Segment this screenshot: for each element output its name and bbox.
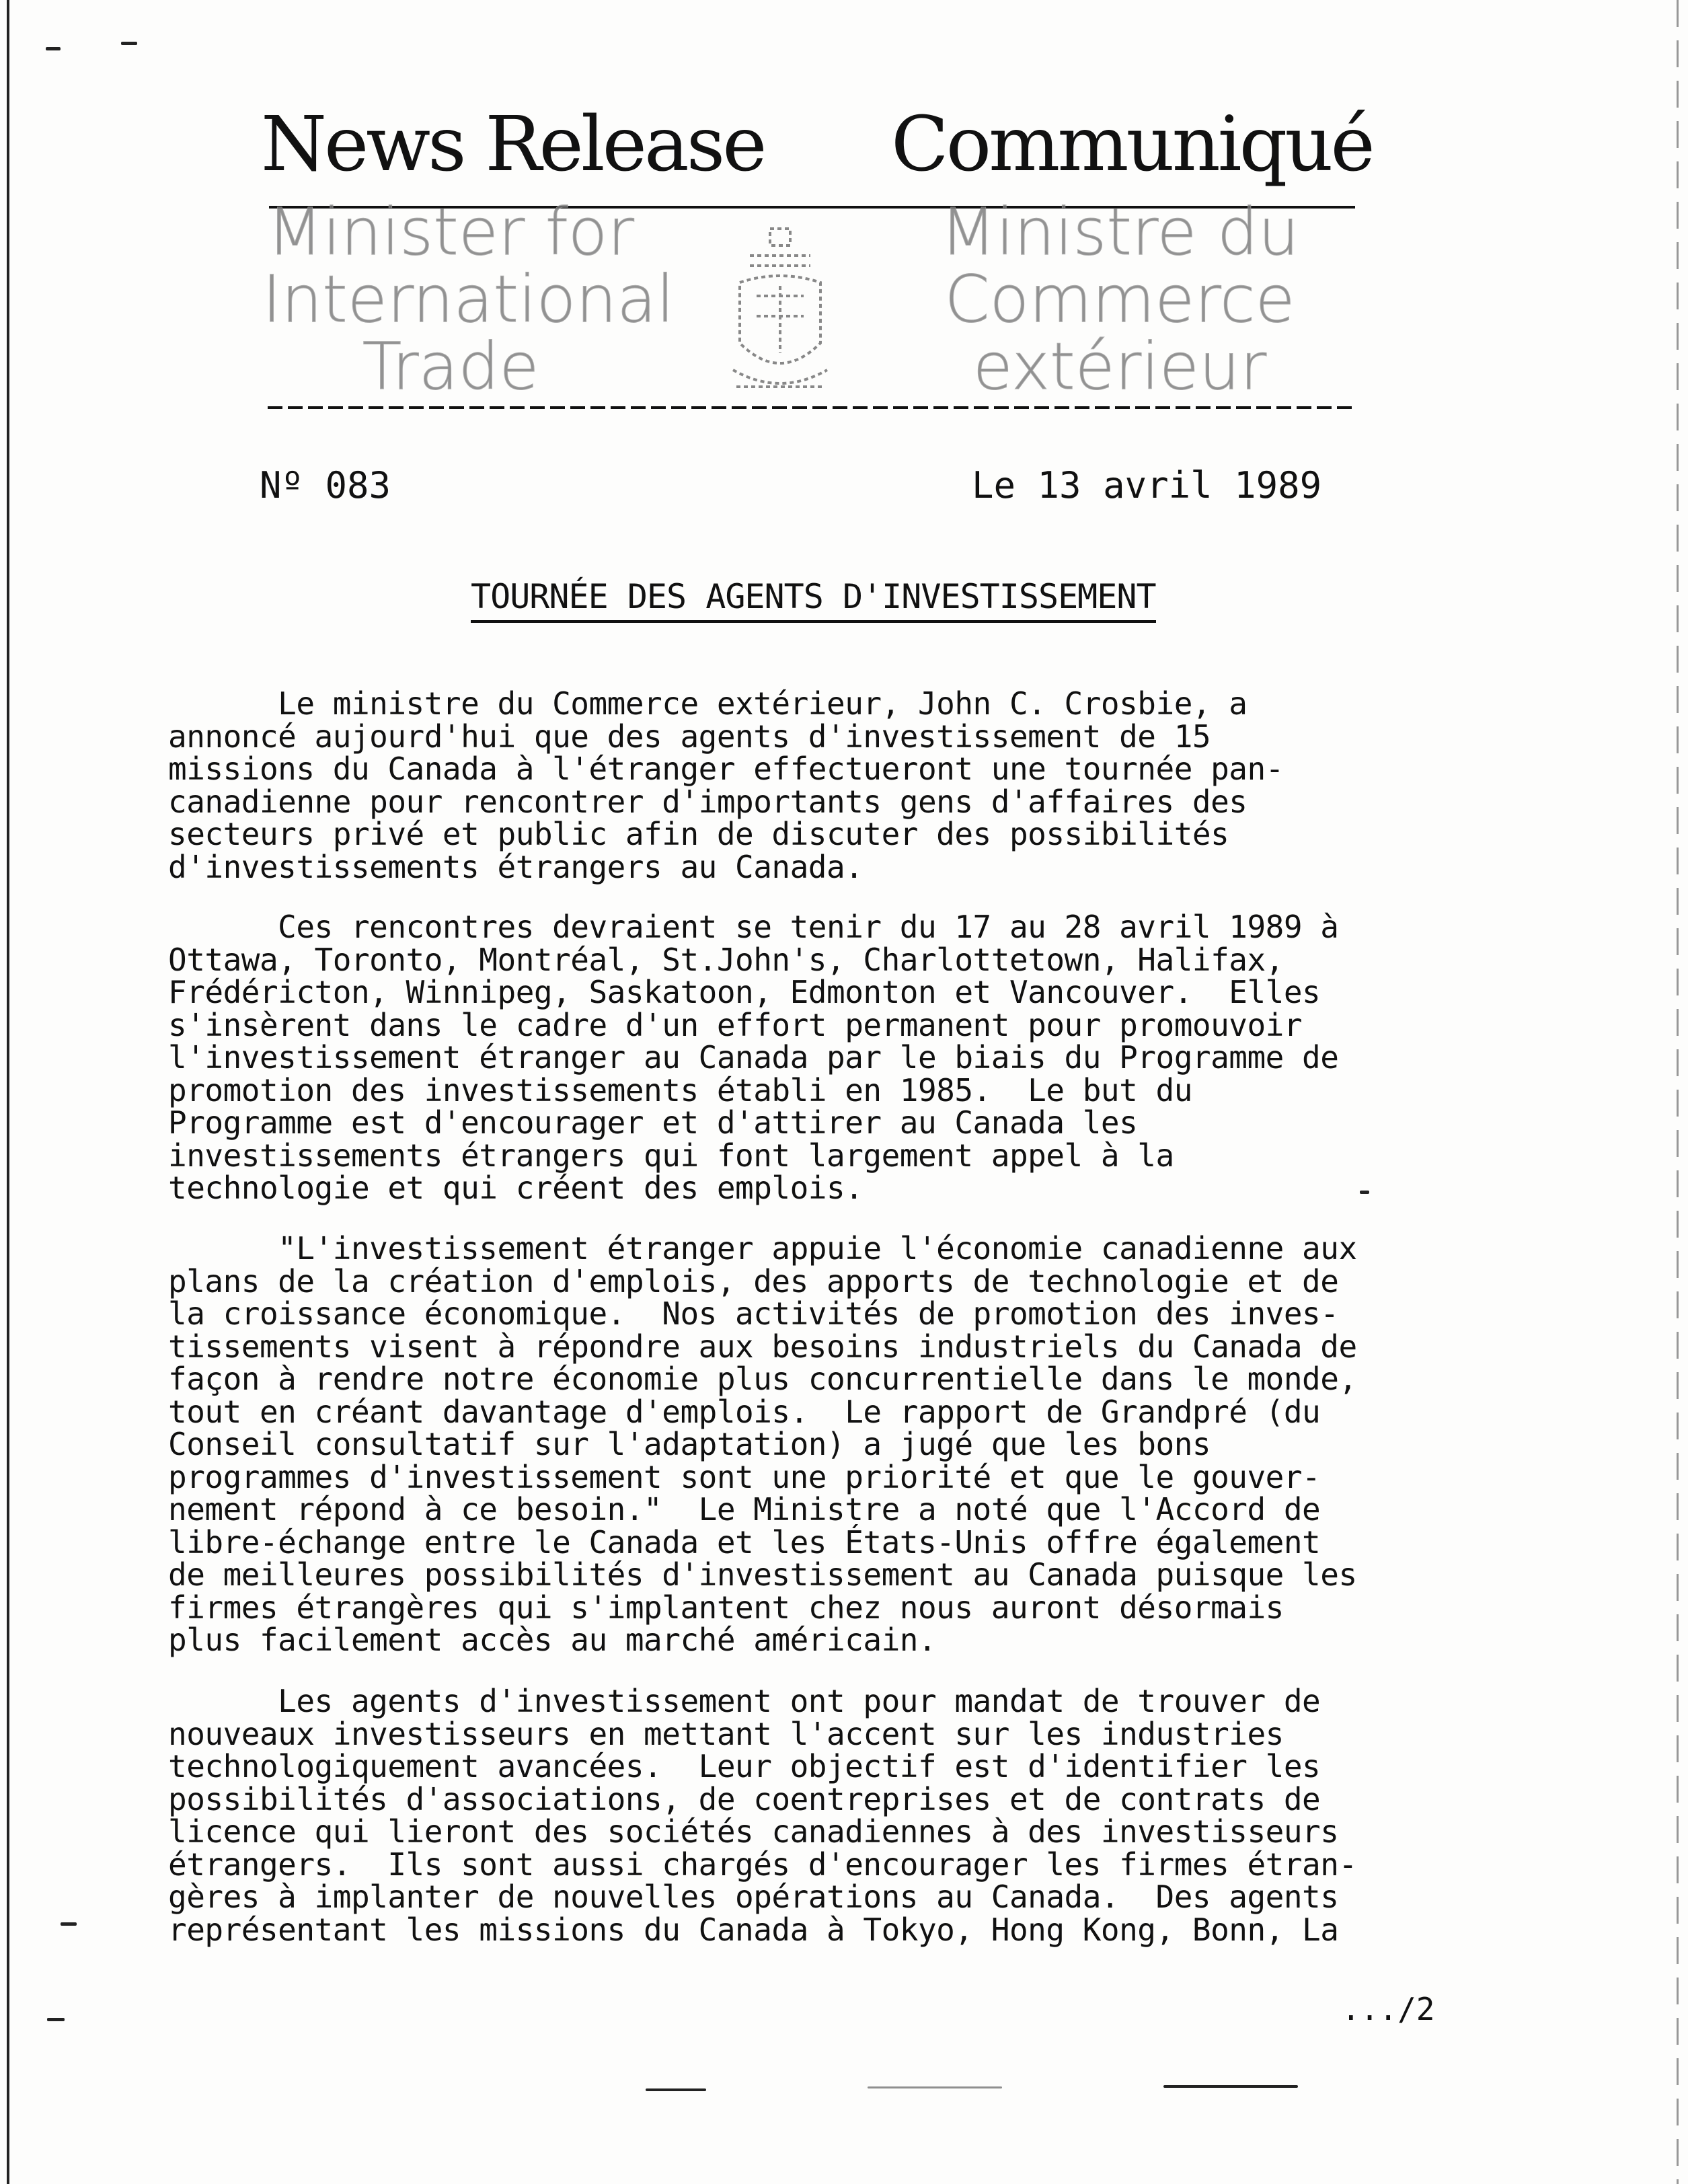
header-bottom-rule [268,406,1357,409]
paragraph-3: "L'investissement étranger appuie l'économie canadienne aux plans de la création d'emplois, des apports de technologie et de la croissance économique. Nos activités de promotion des inves- tissements visent à répondre aux besoins industriels du Canada de façon à rendre notre économie plus concurrentielle dans le monde, tout en créant davantage d'emplois. Le rapport de Grandpré (du Conseil consultatif sur l'adaptation) a jugé que les bons programmes d'investissement sont une priorité et que le gouver- nement répond à ce besoin." Le Ministre a noté que l'Accord de libre-échange entre le Canada et les États-Unis offre également de meilleures possibilités d'investissement au Canada puisque les firmes étrangères qui s'implantent chez nous auront désormais plus facilement accès au marché américain. [168,1230,1357,1658]
scan-edge-left [7,0,9,2184]
scan-speck [1163,2085,1298,2088]
scan-speck [121,42,137,45]
canada-coat-of-arms-icon [723,215,837,410]
release-number: Nº 083 [260,464,391,506]
scan-speck [47,2018,65,2021]
scan-speck [61,1922,77,1926]
ministry-name-fr: Ministre du Commerce extérieur [940,194,1299,404]
page-continuation-marker: .../2 [1342,1991,1435,2027]
scan-speck [868,2086,1002,2088]
scan-edge-right [1677,0,1679,2184]
scan-speck [646,2088,706,2091]
title-communique: Communiqué [891,101,1373,188]
ministry-name-en: Minister for International Trade [262,194,675,404]
paragraph-1: Le ministre du Commerce extérieur, John C. Crosbie, a annoncé aujourd'hui que des agents d'investissement de 15 missions du Canada à l'étranger effectueront une tournée pan- canadienne pour rencontrer d'importants gens d'affaires des secteurs privé et public afin de discuter des possibilités d'investissements étrangers au Canada. [168,685,1284,885]
paragraph-4: Les agents d'investissement ont pour mandat de trouver de nouveaux investisseurs en mettant l'accent sur les industries technologiquement avancées. Leur objectif est d'identifier les possibilités d'associations, de coentreprises et de contrats de licence qui lieront des sociétés canadiennes à des investisseurs étrangers. Ils sont aussi chargés d'encourager les firmes étran- gères à implanter de nouvelles opérations au Canada. Des agents représentant les missions du Canada à Tokyo, Hong Kong, Bonn, La [168,1683,1357,1948]
paragraph-2: Ces rencontres devraient se tenir du 17 au 28 avril 1989 à Ottawa, Toronto, Montréal, St.John's, Charlottetown, Halifax, Frédéricton, Winnipeg, Saskatoon, Edmonton et Vancouver. Elles s'insèrent dans le cadre d'un effort permanent pour promouvoir l'investissement étranger au Canada par le biais du Programme de promotion des investissements établi en 1985. Le but du Programme est d'encourager et d'attirer au Canada les investissements étrangers qui font largement appel à la technologie et qui créent des emplois. [168,909,1339,1206]
scan-speck [46,47,61,50]
release-date: Le 13 avril 1989 [972,464,1322,506]
title-news-release: News Release [261,101,765,188]
headline: TOURNÉE DES AGENTS D'INVESTISSEMENT [471,577,1156,623]
